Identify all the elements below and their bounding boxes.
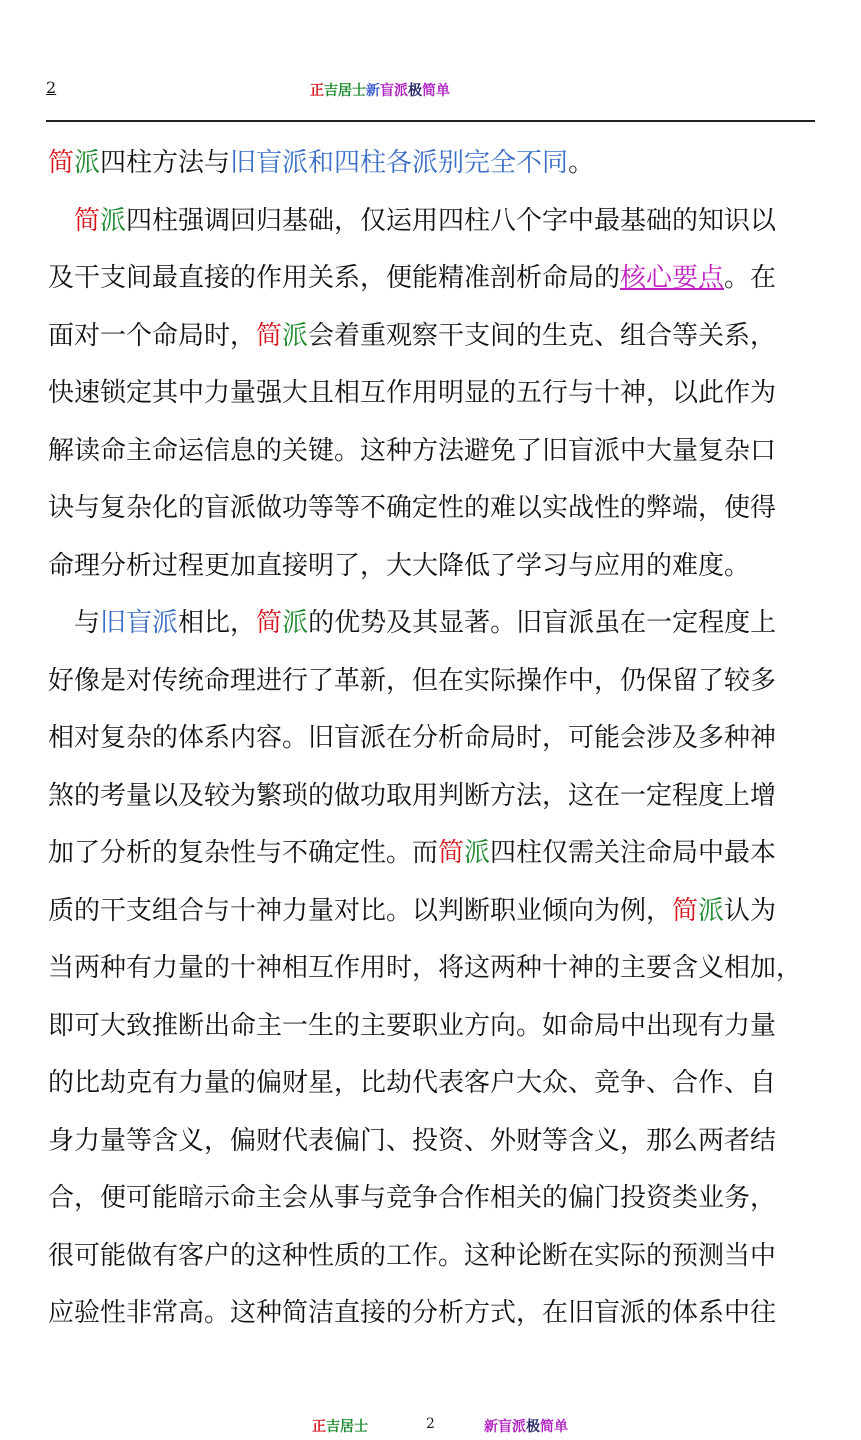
text-run: 即可大致推断出命主一生的主要职业方向。如命局中出现有力量 — [48, 1010, 777, 1041]
footer-title-part: 盲派 — [498, 1419, 526, 1435]
text-line — [48, 768, 816, 826]
text-line — [48, 653, 816, 711]
text-line — [48, 883, 816, 941]
text-line — [48, 250, 816, 308]
text-line — [48, 423, 816, 481]
footer-title-part: 简单 — [540, 1419, 568, 1435]
footer-left-title — [312, 1416, 368, 1436]
highlight-green: 派 — [282, 608, 309, 638]
text-run: 解读命主命运信息的关键。这种方法避免了旧盲派中大量复杂口 — [48, 435, 777, 466]
text-line — [48, 1170, 816, 1228]
highlight-blue: 旧盲派和四柱各派别完全不同 — [230, 148, 569, 178]
footer-title-part: 新 — [484, 1419, 498, 1435]
highlight-key-point: 核心要点 — [620, 263, 725, 293]
text-run: 诀与复杂化的盲派做功等等不确定性的难以实战性的弊端，使得 — [48, 493, 777, 523]
text-run: 身力量等含义，偏财代表偏门、投资、外财等含义，那么两者结 — [48, 1125, 777, 1156]
text-run: 与 — [48, 608, 101, 638]
text-run: 当两种有力量的十神相互作用时，将这两种十神的主要含义相加， — [48, 953, 803, 983]
text-run: 很可能做有客户的这种性质的工作。这种论断在实际的预测当中 — [48, 1240, 777, 1271]
text-line — [48, 595, 816, 653]
text-run — [48, 206, 74, 236]
footer-title-part: 居士 — [340, 1419, 368, 1435]
text-line — [48, 308, 816, 366]
text-line — [48, 538, 816, 596]
footer-page-number: 2 — [426, 1416, 435, 1432]
text-line — [48, 940, 816, 998]
header-title-part: 新 — [366, 83, 380, 99]
header-title-part: 极 — [408, 83, 422, 99]
highlight-red: 简 — [438, 838, 465, 868]
text-run: 应验性非常高。这种简洁直接的分析方式，在旧盲派的体系中往 — [48, 1298, 777, 1328]
text-run: 加了分析的复杂性与不确定性。而 — [48, 838, 439, 868]
text-run: 四柱强调回归基础，仅运用四柱八个字中最基础的知识以 — [126, 205, 777, 236]
text-line — [48, 480, 816, 538]
text-line — [48, 710, 816, 768]
highlight-red: 简 — [256, 320, 283, 351]
body-text — [48, 135, 816, 1343]
page-footer — [0, 1416, 861, 1438]
highlight-blue: 旧盲派 — [100, 608, 179, 638]
text-run: 合，便可能暗示命主会从事与竞争合作相关的偏门投资类业务， — [48, 1183, 777, 1213]
text-line — [48, 193, 816, 251]
highlight-green: 派 — [464, 838, 491, 868]
text-line — [48, 135, 816, 193]
highlight-red: 简 — [256, 608, 283, 638]
text-run: 面对一个命局时， — [48, 320, 257, 351]
highlight-green: 派 — [282, 320, 309, 351]
text-run: 及干支间最直接的作用关系，便能精准剖析命局的 — [48, 263, 621, 293]
header-title-part: 简单 — [422, 83, 450, 99]
page-header — [46, 78, 815, 102]
header-title-part: 盲派 — [380, 83, 408, 99]
text-line — [48, 1285, 816, 1343]
text-run: 的优势及其显著。旧盲派虽在一定程度上 — [308, 608, 777, 638]
header-title-part: 居士 — [338, 83, 366, 99]
header-title-part: 正 — [310, 83, 324, 99]
text-line — [48, 825, 816, 883]
highlight-green: 派 — [100, 205, 127, 236]
text-run: 会着重观察干支间的生克、组合等关系， — [308, 320, 777, 351]
text-line — [48, 1228, 816, 1286]
text-run: 四柱方法与 — [100, 148, 231, 178]
text-run: 煞的考量以及较为繁琐的做功取用判断方法，这在一定程度上增 — [48, 780, 777, 811]
text-line — [48, 1113, 816, 1171]
text-run: 的比劫克有力量的偏财星，比劫代表客户大众、竞争、合作、自 — [48, 1068, 777, 1098]
text-line — [48, 998, 816, 1056]
text-run: 。在 — [724, 263, 777, 293]
footer-title-part: 正 — [312, 1419, 326, 1435]
text-run: 命理分析过程更加直接明了，大大降低了学习与应用的难度。 — [48, 550, 751, 581]
header-title — [310, 80, 450, 100]
footer-title-part: 吉 — [326, 1419, 340, 1435]
header-divider — [46, 120, 815, 122]
text-run: 快速锁定其中力量强大且相互作用明显的五行与十神，以此作为 — [48, 378, 777, 408]
footer-title-part: 极 — [526, 1419, 540, 1435]
header-page-number: 2 — [46, 78, 57, 97]
text-run: 质的干支组合与十神力量对比。以判断职业倾向为例， — [48, 895, 673, 926]
highlight-red: 简 — [48, 148, 75, 178]
header-title-part: 吉 — [324, 83, 338, 99]
text-run: 好像是对传统命理进行了革新，但在实际操作中，仍保留了较多 — [48, 665, 777, 696]
text-run: 认为 — [724, 895, 777, 926]
highlight-red: 简 — [74, 205, 101, 236]
text-line — [48, 1055, 816, 1113]
highlight-red: 简 — [672, 895, 699, 926]
text-run: 相对复杂的体系内容。旧盲派在分析命局时，可能会涉及多种神 — [48, 723, 777, 753]
highlight-green: 派 — [698, 895, 725, 926]
text-line — [48, 365, 816, 423]
text-run: 相比， — [178, 608, 257, 638]
text-run: 四柱仅需关注命局中最本 — [490, 838, 777, 868]
footer-right-title — [484, 1416, 568, 1436]
highlight-green: 派 — [74, 148, 101, 178]
text-run: 。 — [568, 148, 595, 178]
